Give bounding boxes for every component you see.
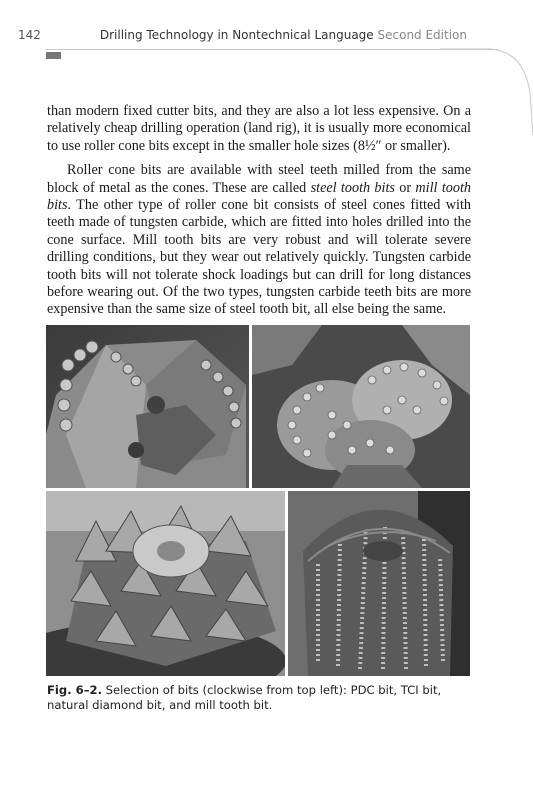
text-run: Roller cone bits are available with steel teeth milled from the same block of metal as the cones. These are called (47, 162, 471, 196)
paragraph (47, 162, 471, 319)
book-edition: Second Edition (377, 28, 467, 42)
photo-pdc-bit (46, 325, 249, 488)
term-mill-tooth-bits: mill tooth bits (47, 179, 471, 214)
header-rule (46, 49, 498, 50)
page-header (0, 0, 533, 52)
paragraph: than modern fixed cutter bits, and they are also a lot less expensive. On a relatively cheap drilling operation (land rig), it is usually more economical to use roller cone bits except in the smaller hole sizes (8½″ or smaller). (47, 103, 471, 154)
term-steel-tooth-bits: steel tooth bits (310, 179, 395, 196)
body-text (47, 103, 471, 326)
text-run: . The other type of roller cone bit consists of steel cones fitted with teeth made of tungsten carbide, which are fitted into holes drilled into the cone surface. Mill tooth bits are very robust and will tolerate severe drilling conditions, but they wear out relatively quickly. Tungsten carbide tooth bits will not tolerate shock loadings but can drill for long distances before wearing out. Of the two types, tungsten carbide teeth bits are more expensive than the same size of steel tooth bit, all else being the same. (47, 197, 471, 318)
book-title: Drilling Technology in Nontechnical Language (99, 28, 374, 42)
figure-label: Fig. 6–2. (47, 683, 102, 697)
figure-6-2 (46, 325, 470, 676)
photo-natural-diamond-bit (288, 491, 470, 676)
page-number: 142 (18, 28, 41, 42)
figure-caption (47, 683, 471, 713)
header-marker (46, 52, 61, 59)
photo-mill-tooth-bit (46, 491, 285, 676)
text-run: or (394, 179, 416, 196)
caption-text: Selection of bits (clockwise from top left): PDC bit, TCI bit, natural diamond bit, and mill tooth bit. (47, 683, 442, 712)
running-title (100, 28, 467, 42)
photo-tci-bit (252, 325, 470, 488)
